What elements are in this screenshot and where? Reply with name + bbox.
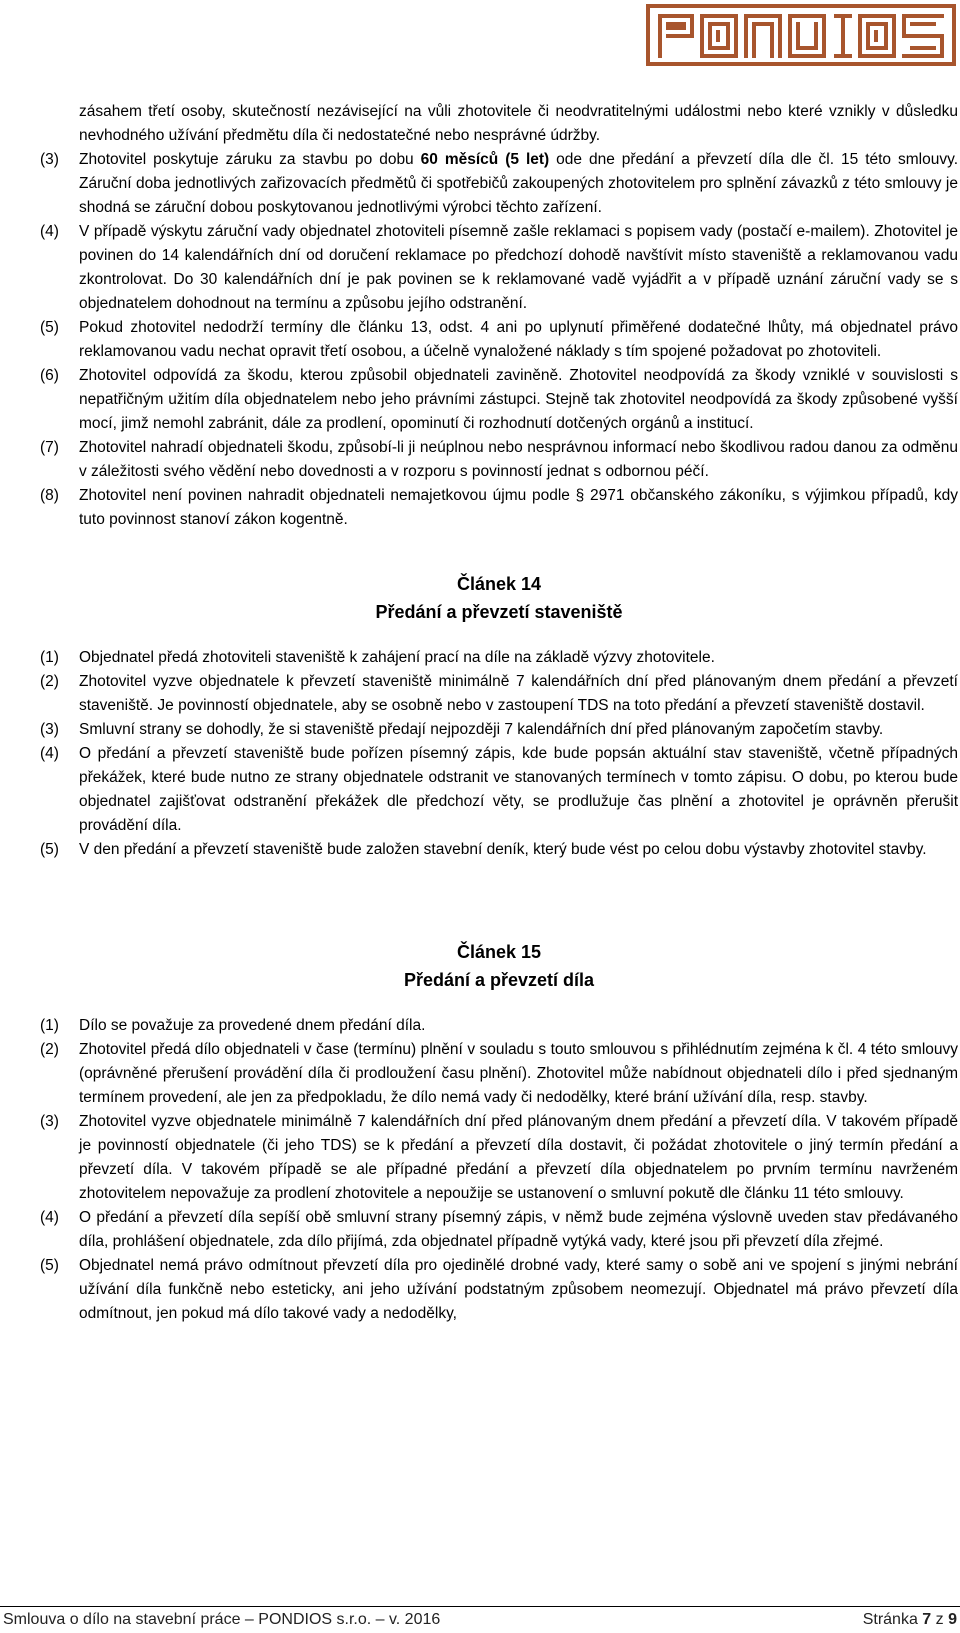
clause-15-2	[40, 1038, 958, 1110]
clause-15-3	[40, 1110, 958, 1206]
clause-text: V případě výskytu záruční vady objednatel zhotoviteli písemně zašle reklamaci s popisem vady (postačí e-mailem). Zhotovitel je povinen do 14 kalendářních dní od doručení reklamace po předchozí dohodě navštívit místo staveniště a reklamovanou vadu zkontrolovat. Do 30 kalendářních dní je pak povinen se k reklamované vadě vyjádřit a v případě uznání záruční vady se s objednatelem dohodnout na termínu a způsobu jejího odstranění.	[79, 223, 958, 312]
clause-13-8	[40, 484, 958, 532]
clause-text: Dílo se považuje za provedené dnem předání díla.	[79, 1017, 426, 1034]
article-14-heading	[40, 570, 958, 626]
clause-number: (4)	[40, 1209, 59, 1226]
clause-14-3	[40, 718, 958, 742]
clause-text: Zhotovitel odpovídá za škodu, kterou způsobil objednateli zaviněně. Zhotovitel neodpovídá za škody vzniklé v souvislosti s nepatřičným užitím díla objednatelem nebo jeho právními zástupci. Stejně tak zhotovitel neodpovídá za škody způsobené vyšší mocí, jimž nemohl zabránit, dále za prodlení, opominutí či rozhodnutí dotčených orgánů a institucí.	[79, 367, 958, 432]
clause-14-5	[40, 838, 958, 862]
article-title: Předání a převzetí díla	[403, 970, 595, 990]
clause-14-4	[40, 742, 958, 838]
clause-text: Pokud zhotovitel nedodrží termíny dle článku 13, odst. 4 ani po uplynutí přiměřené dodatečné lhůty, má objednatel právo reklamovanou vadu nechat opravit třetí osobou, a účelně vynaložené náklady s tím spojené požadovat po zhotoviteli.	[79, 319, 958, 360]
clause-number: (4)	[40, 223, 59, 240]
article-number: Článek 14	[456, 574, 542, 594]
clause-text: V den předání a převzetí staveniště bude založen stavební deník, který bude vést po celou dobu výstavby zhotovitel stavby.	[79, 841, 927, 858]
clause-13-3	[40, 148, 958, 220]
clause-number: (3)	[40, 1113, 59, 1130]
warranty-period: 60 měsíců (5 let)	[420, 151, 550, 168]
clause-number: (5)	[40, 319, 59, 336]
footer-document-title: Smlouva o dílo na stavební práce – PONDIOS s.r.o. – v. 2016	[3, 1611, 441, 1628]
clause-number: (2)	[40, 1041, 59, 1058]
clause-number: (7)	[40, 439, 59, 456]
clause-text: O předání a převzetí díla sepíší obě smluvní strany písemný zápis, v němž bude zejména výslovně uveden stav předávaného díla, prohlášení objednatele, zda dílo přijímá, zda objednatel případně vytýká vady, které jsou při převzetí díla zřejmé.	[79, 1209, 958, 1250]
clause-number: (2)	[40, 673, 59, 690]
clause-text: Objednatel nemá právo odmítnout převzetí díla pro ojedinělé drobné vady, které samy o sobě ani ve spojení s jinými nebrání užívání díla funkčně nebo esteticky, ani jeho užívání podstatným způsobem neomezují. Objednatel má právo převzetí díla odmítnout, jen pokud má dílo takové vady a nedodělky,	[79, 1257, 958, 1322]
clause-text: O předání a převzetí staveniště bude pořízen písemný zápis, kde bude popsán aktuální stav staveniště, včetně případných překážek, které bude nutno ze strany objednatele odstranit ve stanovaných termínech v tomto zápisu. O dobu, po kterou bude objednatel zajišťovat odstranění překážek dle předchozí věty, se prodlužuje čas plnění a zhotovitel je oprávněn přerušit provádění díla.	[79, 745, 958, 834]
clause-number: (5)	[40, 841, 59, 858]
clause-text: Zhotovitel předá dílo objednateli v čase (termínu) plnění v souladu s touto smlouvou s přihlédnutím zejména k čl. 4 této smlouvy (oprávněné přerušení provádění díla či prodloužení času plnění). Zhotovitel může nabídnout objednateli dílo i před sjednaným termínem provedení, ale jen za předpokladu, že dílo nemá vady či nedodělky, které brání užívání díla, resp. stavby.	[79, 1041, 958, 1106]
continued-paragraph: zásahem třetí osoby, skutečností nezávisející na vůli zhotovitele či neodvratitelnými událostmi nebo které vznikly v důsledku nevhodného užívání předmětu díla či nedostatečné nebo nesprávné údržby.	[79, 103, 958, 144]
page-footer	[3, 1609, 957, 1631]
clause-number: (3)	[40, 151, 59, 168]
clause-13-5	[40, 316, 958, 364]
article-title: Předání a převzetí staveniště	[375, 602, 623, 622]
clause-text: Smluvní strany se dohodly, že si staveniště předají nejpozději 7 kalendářních dní před plánovaným započetím stavby.	[79, 721, 884, 738]
clause-14-1	[40, 646, 958, 670]
clause-15-1	[40, 1014, 958, 1038]
pondios-logo	[646, 4, 956, 66]
clause-number: (3)	[40, 721, 59, 738]
clause-text: Objednatel předá zhotoviteli staveniště k zahájení prací na díle na základě výzvy zhotovitele.	[79, 649, 715, 666]
footer-divider	[0, 1606, 960, 1607]
clause-15-4	[40, 1206, 958, 1254]
article-15-heading	[40, 938, 958, 994]
clause-15-5	[40, 1254, 958, 1326]
clause-text: Zhotovitel poskytuje záruku za stavbu po dobu 60 měsíců (5 let) ode dne předání a převzetí díla dle čl. 15 této smlouvy. Záruční doba jednotlivých zařizovacích předmětů či spotřebičů zakoupených zhotovitelem pro splnění závazků z této smlouvy je shodná se záruční dobou poskytovanou jednotlivými výrobci těchto zařízení.	[79, 151, 959, 216]
clause-number: (6)	[40, 367, 59, 384]
clause-text: Zhotovitel nahradí objednateli škodu, způsobí-li ji neúplnou nebo nesprávnou informací nebo škodlivou radou danou za odměnu v záležitosti svého vědění nebo dovednosti a v rozporu s povinností jednat s odbornou péčí.	[79, 439, 958, 480]
clause-number: (5)	[40, 1257, 59, 1274]
clause-13-7	[40, 436, 958, 484]
clause-text: Zhotovitel není povinen nahradit objednateli nemajetkovou újmu podle § 2971 občanského zákoníku, s výjimkou případů, kdy tuto povinnost stanoví zákon kogentně.	[79, 487, 958, 528]
clause-text: Zhotovitel vyzve objednatele minimálně 7 kalendářních dní před plánovaným dnem předání a převzetí díla. V takovém případě je povinností objednatele (či jeho TDS) se k předání a převzetí díla dostavit, či požádat zhotovitele o jiný termín předání a převzetí díla. V takovém případě se ale případné předání a převzetí díla objednatelem po prvním termínu navrženém zhotovitelem nepovažuje za prodlení zhotovitele a nepoužije se ustanovení o smluvní pokutě dle článku 11 této smlouvy.	[79, 1113, 958, 1202]
clause-13-6	[40, 364, 958, 436]
document-body	[40, 100, 958, 1326]
clause-14-2	[40, 670, 958, 718]
page-number: Stránka 7 z 9	[862, 1611, 957, 1628]
clause-text: Zhotovitel vyzve objednatele k převzetí staveniště minimálně 7 kalendářních dní před plánovaným dnem předání a převzetí staveniště. Je povinností objednatele, aby se osobně nebo v zastoupení TDS na toto předání a převzetí staveniště dostavil.	[79, 673, 958, 714]
article-number: Článek 15	[456, 942, 542, 962]
clause-number: (8)	[40, 487, 59, 504]
clause-13-4	[40, 220, 958, 316]
clause-number: (1)	[40, 649, 59, 666]
clause-number: (1)	[40, 1017, 59, 1034]
clause-number: (4)	[40, 745, 59, 762]
